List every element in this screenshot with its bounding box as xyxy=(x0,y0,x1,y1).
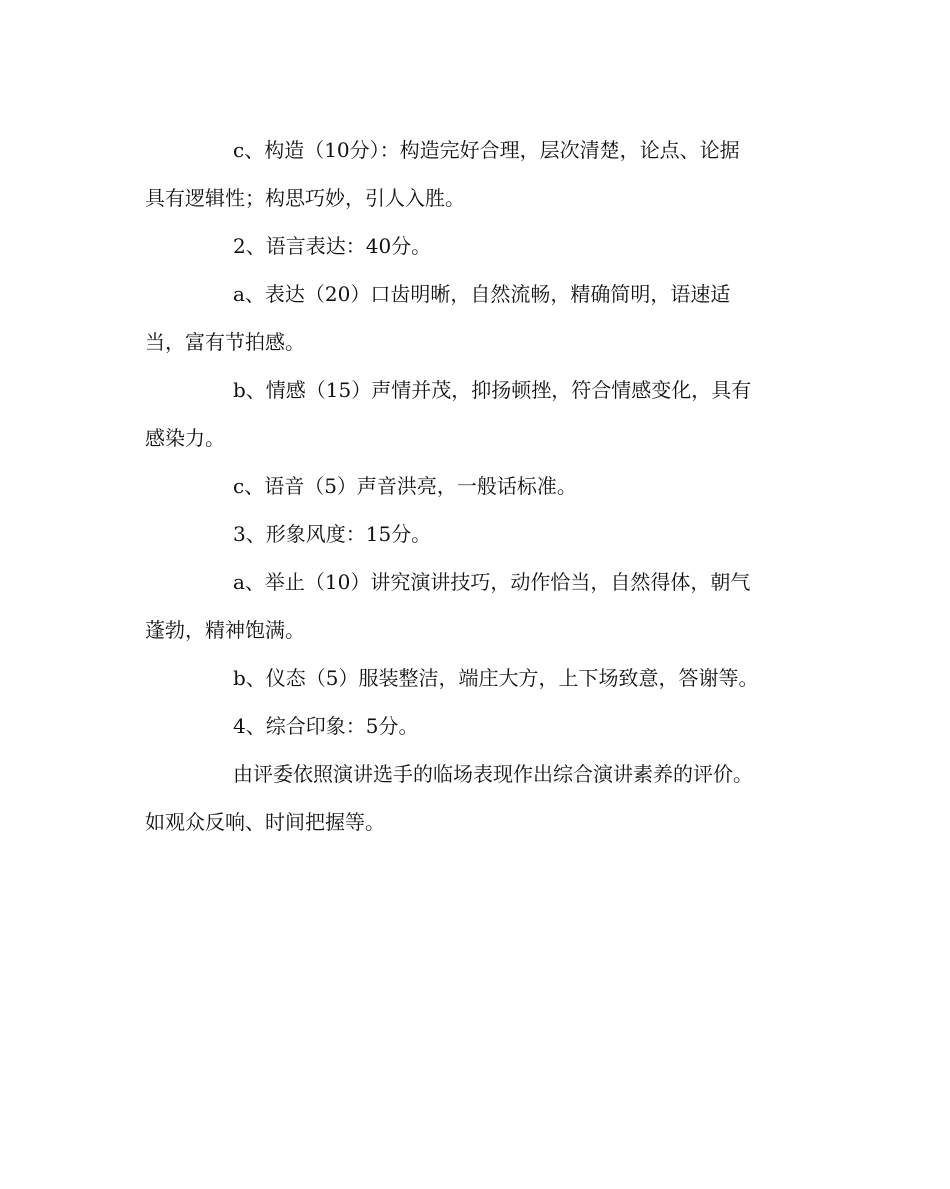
text-line-14: 由评委依照演讲选手的临场表现作出综合演讲素养的评价。 xyxy=(233,762,753,786)
text-line-7: 感染力。 xyxy=(145,426,225,450)
text-line-15: 如观众反响、时间把握等。 xyxy=(145,810,385,834)
text-line-1: c、构造（10分）：构造完好合理，层次清楚，论点、论据 xyxy=(233,138,740,162)
text-line-2: 具有逻辑性；构思巧妙，引人入胜。 xyxy=(145,186,465,210)
text-line-8: c、语音（5）声音洪亮，一般话标准。 xyxy=(233,474,577,498)
text-line-5: 当，富有节拍感。 xyxy=(145,330,305,354)
text-line-9: 3、形象风度：15分。 xyxy=(233,522,432,546)
text-line-3: 2、语言表达：40分。 xyxy=(233,234,432,258)
text-line-12: b、仪态（5）服装整洁，端庄大方，上下场致意，答谢等。 xyxy=(233,666,759,690)
text-line-10: a、举止（10）讲究演讲技巧，动作恰当，自然得体，朝气 xyxy=(233,570,751,594)
text-line-4: a、表达（20）口齿明晰，自然流畅，精确简明，语速适 xyxy=(233,282,731,306)
text-line-6: b、情感（15）声情并茂，抑扬顿挫，符合情感变化，具有 xyxy=(233,378,752,402)
document-body xyxy=(145,126,795,846)
text-line-13: 4、综合印象：5分。 xyxy=(233,714,419,738)
text-line-11: 蓬勃，精神饱满。 xyxy=(145,618,305,642)
